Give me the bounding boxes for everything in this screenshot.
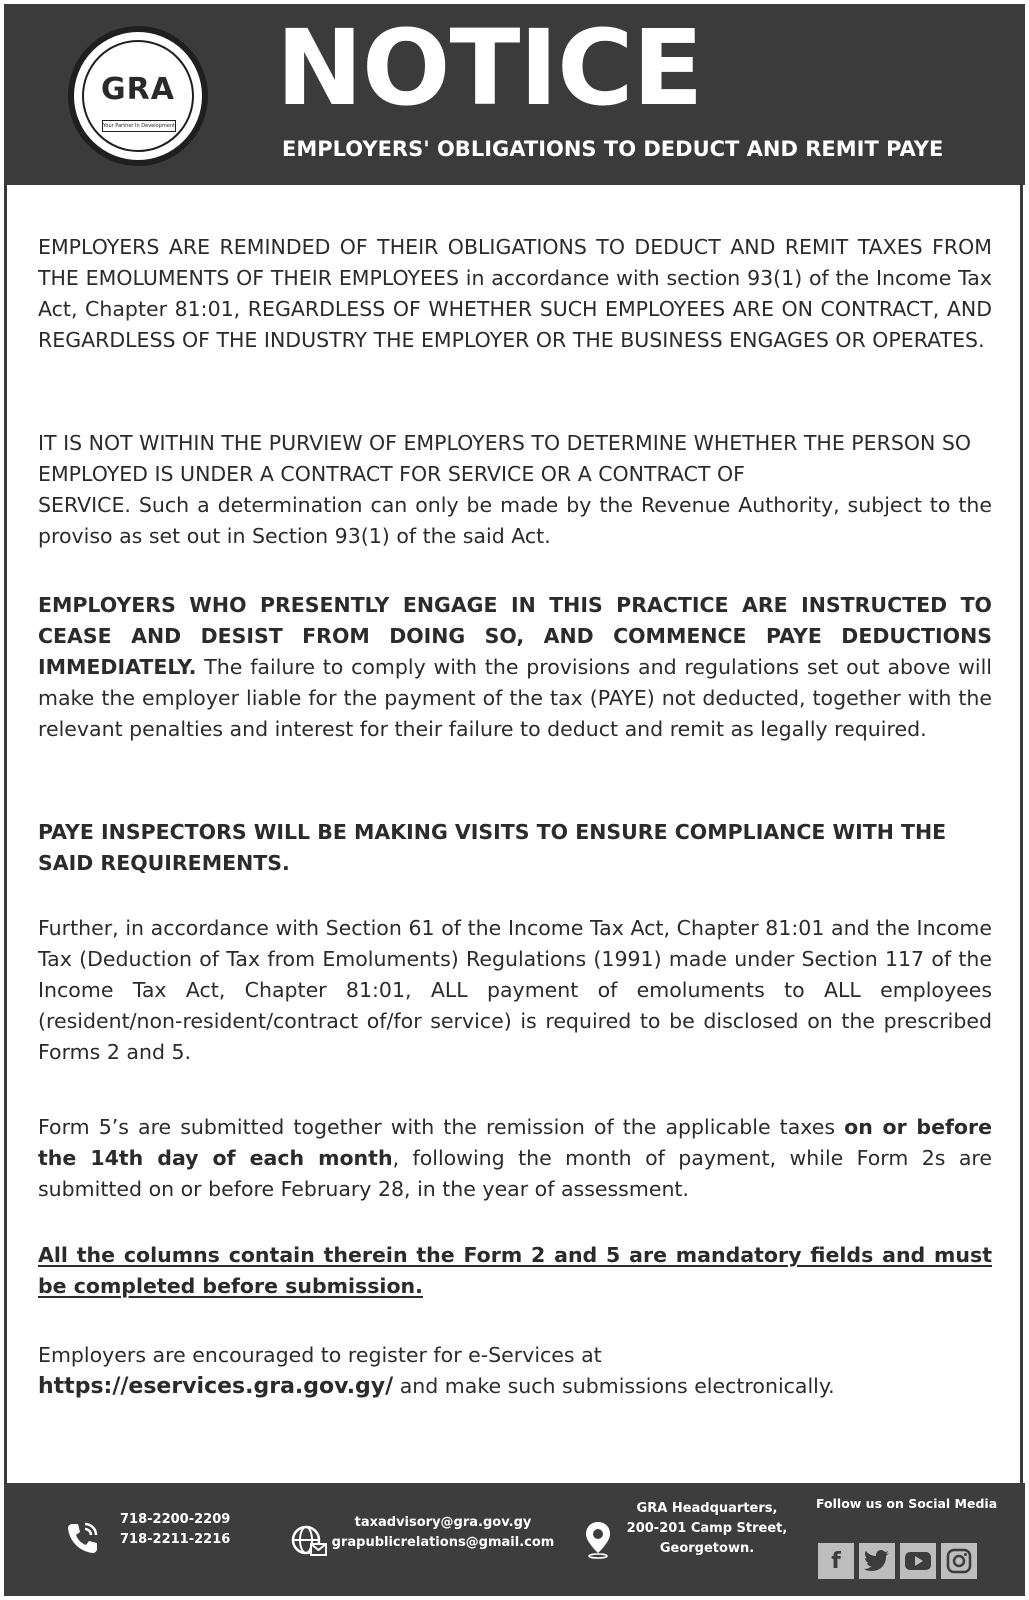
- twitter-icon[interactable]: [859, 1543, 895, 1579]
- email-1[interactable]: taxadvisory@gra.gov.gy: [354, 1515, 532, 1530]
- phone-icon: [62, 1518, 102, 1558]
- logo-tagline: Your Partner In Development: [102, 120, 176, 132]
- paragraph-obligations: EMPLOYERS ARE REMINDED OF THEIR OBLIGATIONS TO DEDUCT AND REMIT TAXES FROM THE EMOLUMENTS OF THEIR EMPLOYEES in accordance with section 93(1) of the Income Tax Act, Chapter 81:01, REGARDLESS OF WHETHER SUCH EMPLOYEES ARE ON CONTRACT, AND REGARDLESS OF THE INDUSTRY THE EMPLOYER OR THE BUSINESS ENGAGES OR OPERATES.: [38, 235, 992, 352]
- youtube-play-glyph: [905, 1551, 931, 1571]
- failure-liability-text: The failure to comply with the provisions and regulations set out above will make the employer liable for the payment of the tax (PAYE) not deducted, together with the relevant penalties and interest for their failure to deduct and remit as legally required.: [38, 655, 992, 741]
- eservices-rest: and make such submissions electronically.: [399, 1374, 835, 1398]
- facebook-icon[interactable]: f: [818, 1543, 854, 1579]
- phone-number-2[interactable]: 718-2211-2216: [120, 1532, 231, 1547]
- instagram-icon[interactable]: [941, 1543, 977, 1579]
- paragraph-purview-rest: SERVICE. Such a determination can only be made by the Revenue Authority, subject to the proviso as set out in Section 93(1) of the said Act.: [38, 493, 992, 548]
- paragraph-purview-line2: EMPLOYED IS UNDER A CONTRACT FOR SERVICE OR A CONTRACT OF: [38, 462, 745, 486]
- social-media-title: Follow us on Social Media: [816, 1496, 998, 1511]
- address-line-3: Georgetown.: [659, 1541, 755, 1556]
- phone-numbers: [120, 1510, 230, 1550]
- form5-deadline: on or before the 14th day of each month: [38, 1115, 992, 1170]
- header-banner: [4, 4, 1025, 185]
- email-addresses: [330, 1513, 556, 1553]
- paragraph-purview: [38, 428, 992, 552]
- logo-text: GRA: [101, 72, 175, 107]
- eservices-line1: Employers are encouraged to register for e-Services at: [38, 1343, 602, 1367]
- paragraph-form-5: [38, 1112, 992, 1205]
- location-pin-icon: [578, 1519, 618, 1559]
- phone-number-1[interactable]: 718-2200-2209: [120, 1512, 231, 1527]
- paragraph-eservices: [38, 1340, 992, 1402]
- address-line-2: 200-201 Camp Street,: [626, 1521, 788, 1536]
- paragraph-cease-desist: [38, 590, 992, 745]
- footer-contact-bar: [4, 1483, 1025, 1596]
- email-2[interactable]: grapublicrelations@gmail.com: [331, 1535, 555, 1550]
- paragraph-mandatory-fields: All the columns contain therein the Form 2 and 5 are mandatory fields and must be completed before submission.: [38, 1243, 992, 1298]
- paragraph-inspectors: PAYE INSPECTORS WILL BE MAKING VISITS TO ENSURE COMPLIANCE WITH THE SAID REQUIREMENTS.: [38, 820, 947, 875]
- cease-desist-instruction: EMPLOYERS WHO PRESENTLY ENGAGE IN THIS PRACTICE ARE INSTRUCTED TO CEASE AND DESIST FROM DOING SO, AND COMMENCE PAYE DEDUCTIONS IMMEDIATELY.: [38, 593, 992, 679]
- paragraph-section-61: Further, in accordance with Section 61 of the Income Tax Act, Chapter 81:01 and the Income Tax (Deduction of Tax from Emoluments) Regulations (1991) made under Section 117 of the Income Tax Act, Chapter 81:01, ALL payment of emoluments to ALL employees (resident/non-resident/contract of/for service) is required to be disclosed on the prescribed Forms 2 and 5.: [38, 916, 992, 1064]
- notice-title: NOTICE: [276, 7, 703, 129]
- email-globe-icon: [289, 1520, 329, 1560]
- twitter-bird-glyph: [864, 1550, 890, 1572]
- notice-subtitle: EMPLOYERS' OBLIGATIONS TO DEDUCT AND REMIT PAYE: [282, 137, 944, 161]
- form5-text-b: , following the month of payment, while Form 2s are submitted on or before February 28, in the year of assessment.: [38, 1146, 993, 1201]
- address-line-1: GRA Headquarters,: [636, 1501, 778, 1516]
- headquarters-address: [622, 1499, 792, 1559]
- form5-text-a: Form 5’s are submitted together with the remission of the applicable taxes: [38, 1115, 836, 1139]
- instagram-camera-glyph: [946, 1548, 972, 1574]
- paragraph-purview-line1: IT IS NOT WITHIN THE PURVIEW OF EMPLOYERS TO DETERMINE WHETHER THE PERSON SO: [38, 431, 971, 455]
- eservices-link[interactable]: https://eservices.gra.gov.gy/: [38, 1374, 394, 1399]
- gra-logo: [68, 26, 208, 166]
- youtube-icon[interactable]: [900, 1543, 936, 1579]
